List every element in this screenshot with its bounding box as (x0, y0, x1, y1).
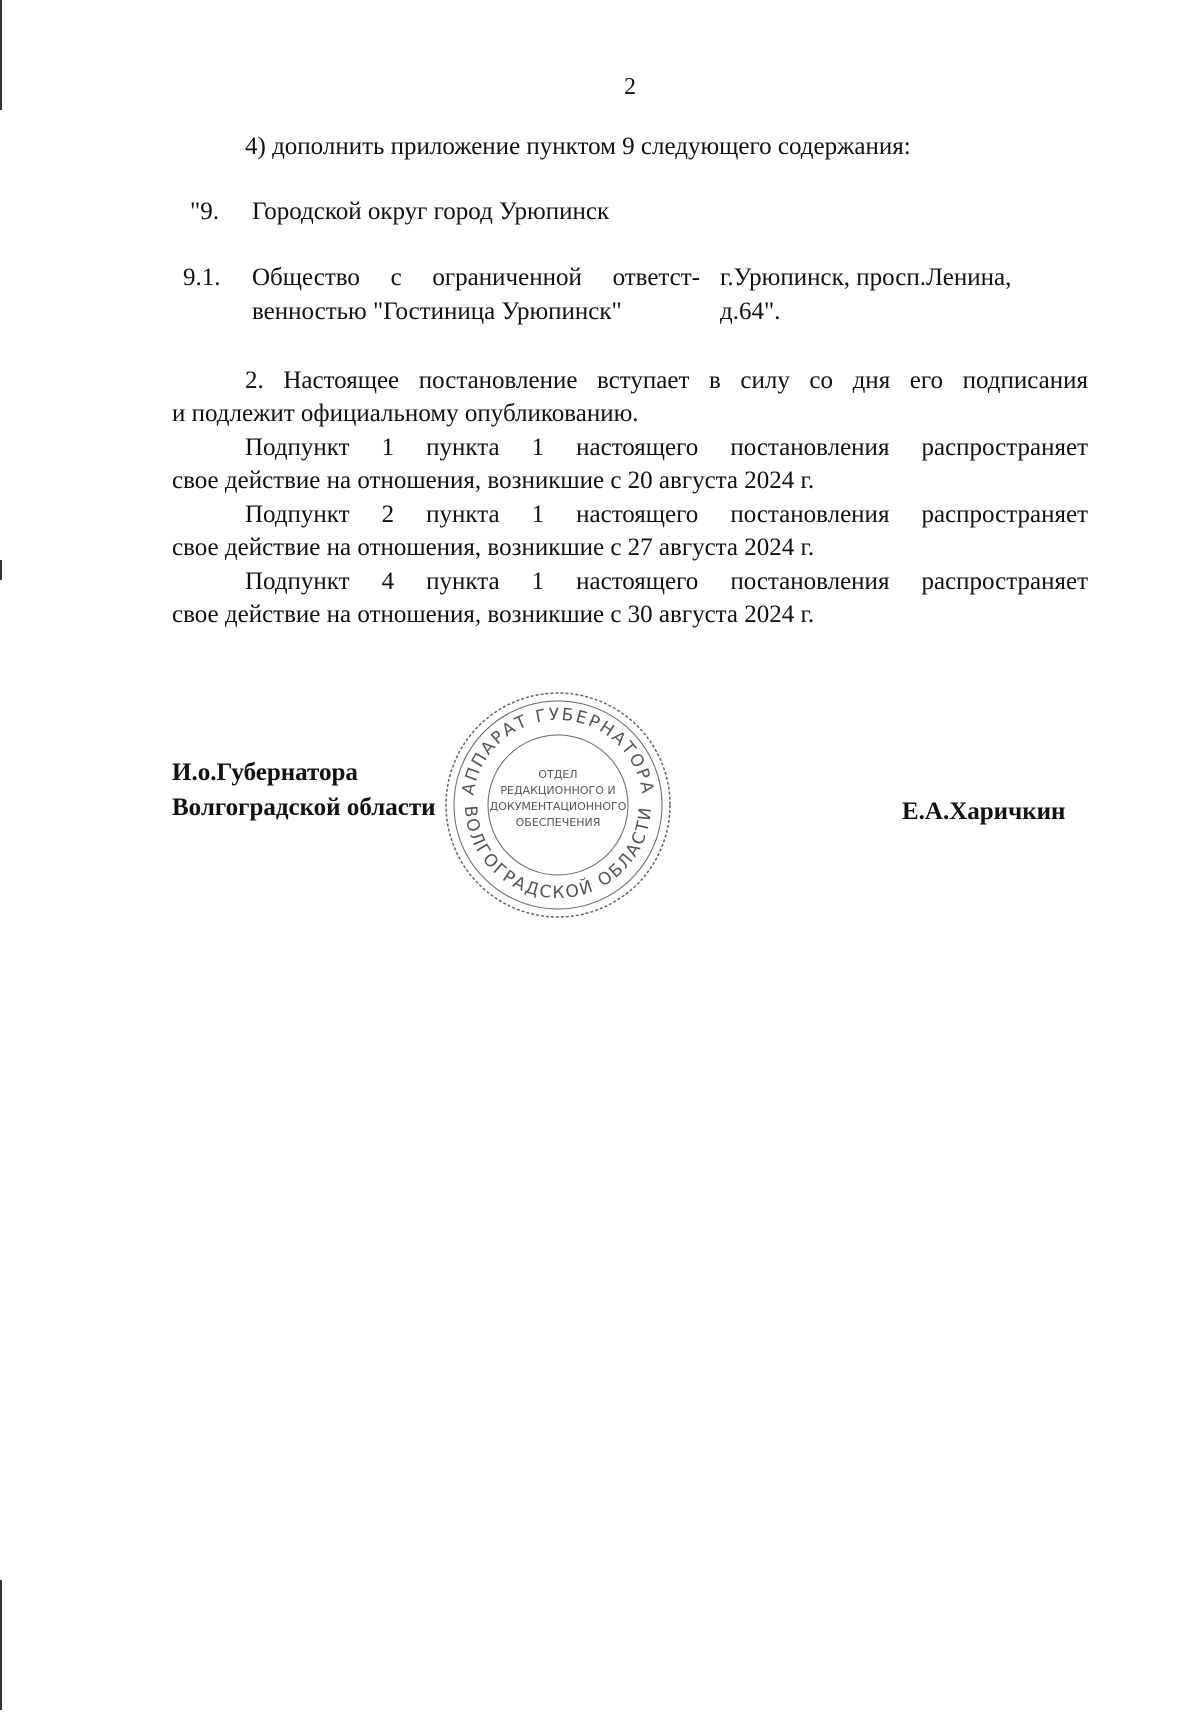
sub4-line2: свое действие на отношения, возникшие с 30 августа 2024 г. (172, 601, 815, 628)
signatory-position-line1: И.о.Губернатора (172, 759, 358, 786)
scan-edge-mark (0, 1580, 2, 1710)
row91-address-line1: г.Урюпинск, просп.Ленина, (720, 264, 1012, 291)
row9-municipality: Городской округ город Урюпинск (252, 198, 610, 225)
stamp-center-line2: РЕДАКЦИОННОГО И (500, 784, 616, 797)
stamp-top-text: АППАРАТ ГУБЕРНАТОРА (458, 704, 658, 797)
row91-number: 9.1. (183, 264, 221, 291)
stamp-center-line1: ОТДЕЛ (538, 768, 578, 781)
stamp-bottom-text: ВОЛГОГРАДСКОЙ ОБЛАСТИ (459, 804, 657, 904)
para2-line2: и подлежит официальному опубликованию. (172, 400, 639, 427)
row91-org-line1: Общество с ограниченной ответст- (252, 264, 700, 291)
official-stamp (443, 690, 673, 920)
sub2-line1: Подпункт 2 пункта 1 настоящего постановления распространяет (245, 501, 1088, 528)
sub4-line1: Подпункт 4 пункта 1 настоящего постановления распространяет (245, 568, 1088, 595)
para2-line1: 2. Настоящее постановление вступает в силу со дня его подписания (245, 367, 1088, 394)
sub2-line2: свое действие на отношения, возникшие с 27 августа 2024 г. (172, 534, 815, 561)
page-number: 2 (624, 74, 636, 100)
sub1-line1: Подпункт 1 пункта 1 настоящего постановления распространяет (245, 434, 1088, 461)
item4-text: 4) дополнить приложение пунктом 9 следующего содержания: (245, 133, 911, 160)
scan-edge-mark (0, 560, 2, 580)
row91-org-line2: венностью "Гостиница Урюпинск" (252, 298, 622, 325)
svg-text:АППАРАТ ГУБЕРНАТОРА (458, 705, 657, 797)
stamp-center-line4: ОБЕСПЕЧЕНИЯ (515, 816, 601, 829)
signatory-name: Е.А.Харичкин (902, 798, 1066, 825)
row91-address-line2: д.64". (720, 298, 781, 325)
sub1-line2: свое действие на отношения, возникшие с 20 августа 2024 г. (172, 467, 815, 494)
stamp-center-line3: ДОКУМЕНТАЦИОННОГО (489, 800, 627, 813)
signatory-position-line2: Волгоградской области (172, 794, 436, 821)
row9-number: "9. (190, 198, 219, 225)
